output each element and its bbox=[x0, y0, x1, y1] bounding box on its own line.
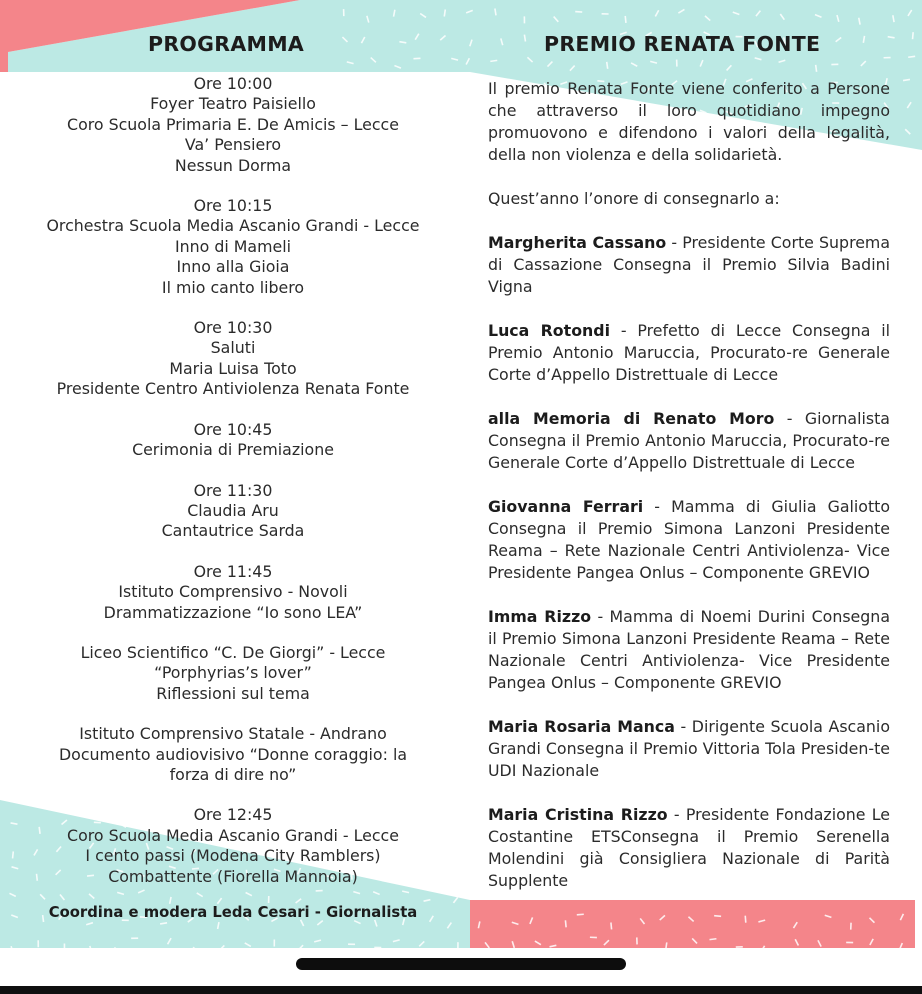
prize-intro: Il premio Renata Fonte viene conferito a Persone che attraverso il loro quotidiano impegno promuovono e difendono i valori della legalità, della non violenza e della solidarietà. bbox=[488, 79, 890, 164]
program-line: Ore 10:45 bbox=[193, 419, 273, 439]
program-line: Nessun Dorma bbox=[174, 155, 292, 175]
pattern-dash bbox=[565, 920, 566, 927]
pattern-dash bbox=[577, 914, 584, 915]
recipient-list bbox=[488, 232, 890, 892]
program-line: Coro Scuola Primaria E. De Amicis – Lecce bbox=[67, 114, 399, 134]
program-line: I cento passi (Modena City Ramblers) bbox=[85, 846, 381, 866]
recipient-description: - Presidente Fondazione Le Costantine ETSConsegna il Premio Serenella Molendini già Consigliera Nazionale di Parità Supplente bbox=[488, 805, 890, 890]
pattern-dash bbox=[490, 60, 497, 61]
recipient-name: Imma Rizzo bbox=[488, 607, 592, 626]
recipient-entry bbox=[488, 408, 890, 474]
pattern-dash bbox=[611, 923, 612, 930]
program-entry bbox=[8, 481, 458, 542]
program-line: Ore 10:30 bbox=[193, 318, 273, 338]
recipient-entry bbox=[488, 320, 890, 386]
program-line: Ore 12:45 bbox=[193, 805, 273, 825]
program-line: Istituto Comprensivo Statale - Andrano bbox=[79, 724, 387, 744]
recipient-entry bbox=[488, 804, 890, 892]
recipient-description: - Presidente Corte Suprema di Cassazione Consegna il Premio Silvia Badini Vigna bbox=[488, 233, 890, 296]
programma-title: PROGRAMMA bbox=[148, 32, 305, 56]
pattern-dash bbox=[908, 56, 915, 57]
recipient-entry bbox=[488, 232, 890, 298]
recipient-name: Giovanna Ferrari bbox=[488, 497, 644, 516]
pattern-dash bbox=[524, 35, 525, 42]
program-column bbox=[8, 74, 458, 907]
bottom-right-coral-band bbox=[470, 900, 915, 948]
prize-lead: Quest’anno l’onore di consegnarlo a: bbox=[488, 189, 780, 208]
pattern-dash bbox=[607, 62, 608, 69]
program-line: Va’ Pensiero bbox=[184, 135, 282, 155]
program-line: Drammatizzazione “Io sono LEA” bbox=[103, 602, 363, 622]
program-line: Il mio canto libero bbox=[161, 277, 305, 297]
program-entry bbox=[8, 562, 458, 623]
recipient-name: Maria Cristina Rizzo bbox=[488, 805, 668, 824]
pattern-dash bbox=[444, 10, 445, 17]
program-entry bbox=[8, 724, 458, 785]
program-line: Istituto Comprensivo - Novoli bbox=[118, 582, 348, 602]
program-line: Saluti bbox=[210, 338, 256, 358]
recipient-name: alla Memoria di Renato Moro bbox=[488, 409, 775, 428]
program-line: forza di dire no” bbox=[169, 764, 297, 784]
program-entry bbox=[8, 643, 458, 704]
recipient-description: - Mamma di Giulia Galiotto Consegna il Premio Simona Lanzoni Presidente Reama – Rete Nazionale Centri Antiviolenza- Vice Presidente Pangea Onlus – Componente GREVIO bbox=[488, 497, 890, 582]
program-line: Combattente (Fiorella Mannoia) bbox=[108, 866, 358, 886]
pattern-dash bbox=[913, 32, 914, 39]
pattern-dash bbox=[745, 916, 746, 923]
program-entry bbox=[8, 318, 458, 400]
pattern-dash bbox=[399, 42, 406, 43]
pattern-dash bbox=[666, 942, 667, 949]
pattern-dash bbox=[903, 79, 910, 80]
recipient-description: - Dirigente Scuola Ascanio Grandi Consegna il Premio Vittoria Tola Presiden-te UDI Nazionale bbox=[488, 717, 890, 780]
program-line: Ore 11:45 bbox=[193, 561, 273, 581]
recipient-name: Margherita Cassano bbox=[488, 233, 667, 252]
bottom-edge bbox=[0, 986, 922, 994]
moderator-note: Coordina e modera Leda Cesari - Giornalista bbox=[48, 904, 418, 921]
program-line: Maria Luisa Toto bbox=[169, 358, 297, 378]
program-line: Inno di Mameli bbox=[174, 236, 291, 256]
program-line: Ore 10:15 bbox=[193, 196, 273, 216]
pattern-dash bbox=[495, 8, 496, 15]
program-line: Foyer Teatro Paisiello bbox=[150, 94, 316, 114]
pattern-dash bbox=[625, 16, 626, 23]
recipient-name: Luca Rotondi bbox=[488, 321, 611, 340]
program-line: “Porphyrias’s lover” bbox=[154, 663, 312, 683]
program-line: Presidente Centro Antiviolenza Renata Fonte bbox=[56, 379, 410, 399]
recipient-name: Maria Rosaria Manca bbox=[488, 717, 675, 736]
program-line: Orchestra Scuola Media Ascanio Grandi - Lecce bbox=[46, 216, 420, 236]
program-entry bbox=[8, 196, 458, 298]
recipient-entry bbox=[488, 716, 890, 782]
program-line: Documento audiovisivo “Donne coraggio: la bbox=[58, 744, 408, 764]
prize-column bbox=[488, 78, 890, 892]
program-line: Riflessioni sul tema bbox=[156, 683, 310, 703]
pattern-dash bbox=[575, 12, 582, 13]
recipient-description: - Giornalista Consegna il Premio Antonio Maruccia, Procurato-re Generale Corte d’Appello Distrettuale di Lecce bbox=[488, 409, 890, 472]
pattern-dash bbox=[816, 65, 817, 72]
recipient-entry bbox=[488, 606, 890, 694]
recipient-entry bbox=[488, 496, 890, 584]
recipient-description: - Prefetto di Lecce Consegna il Premio Antonio Maruccia, Procurato-re Generale Corte d’Appello Distrettuale di Lecce bbox=[488, 321, 890, 384]
program-line: Coro Scuola Media Ascanio Grandi - Lecce bbox=[67, 825, 399, 845]
pattern-dash bbox=[114, 947, 119, 952]
program-line: Cantautrice Sarda bbox=[161, 521, 305, 541]
program-entry bbox=[8, 805, 458, 887]
program-line: Ore 10:00 bbox=[193, 74, 273, 93]
recipient-description: - Mamma di Noemi Durini Consegna il Premio Simona Lanzoni Presidente Reama – Rete Nazionale Centri Antiviolenza- Vice Presidente Pangea Onlus – Componente GREVIO bbox=[488, 607, 890, 692]
program-line: Cerimonia di Premiazione bbox=[132, 440, 334, 460]
program-line: Inno alla Gioia bbox=[176, 257, 290, 277]
program-line: Ore 11:30 bbox=[193, 480, 273, 500]
pattern-dash bbox=[714, 916, 721, 917]
program-line: Claudia Aru bbox=[187, 500, 279, 520]
home-indicator[interactable] bbox=[296, 958, 626, 970]
program-entry bbox=[8, 420, 458, 461]
premio-title: PREMIO RENATA FONTE bbox=[544, 32, 821, 56]
program-line: Liceo Scientifico “C. De Giorgi” - Lecce bbox=[80, 642, 386, 662]
pattern-dash bbox=[160, 923, 167, 924]
pattern-dash bbox=[888, 37, 895, 38]
pattern-dash bbox=[709, 939, 716, 940]
program-entry bbox=[8, 74, 458, 176]
